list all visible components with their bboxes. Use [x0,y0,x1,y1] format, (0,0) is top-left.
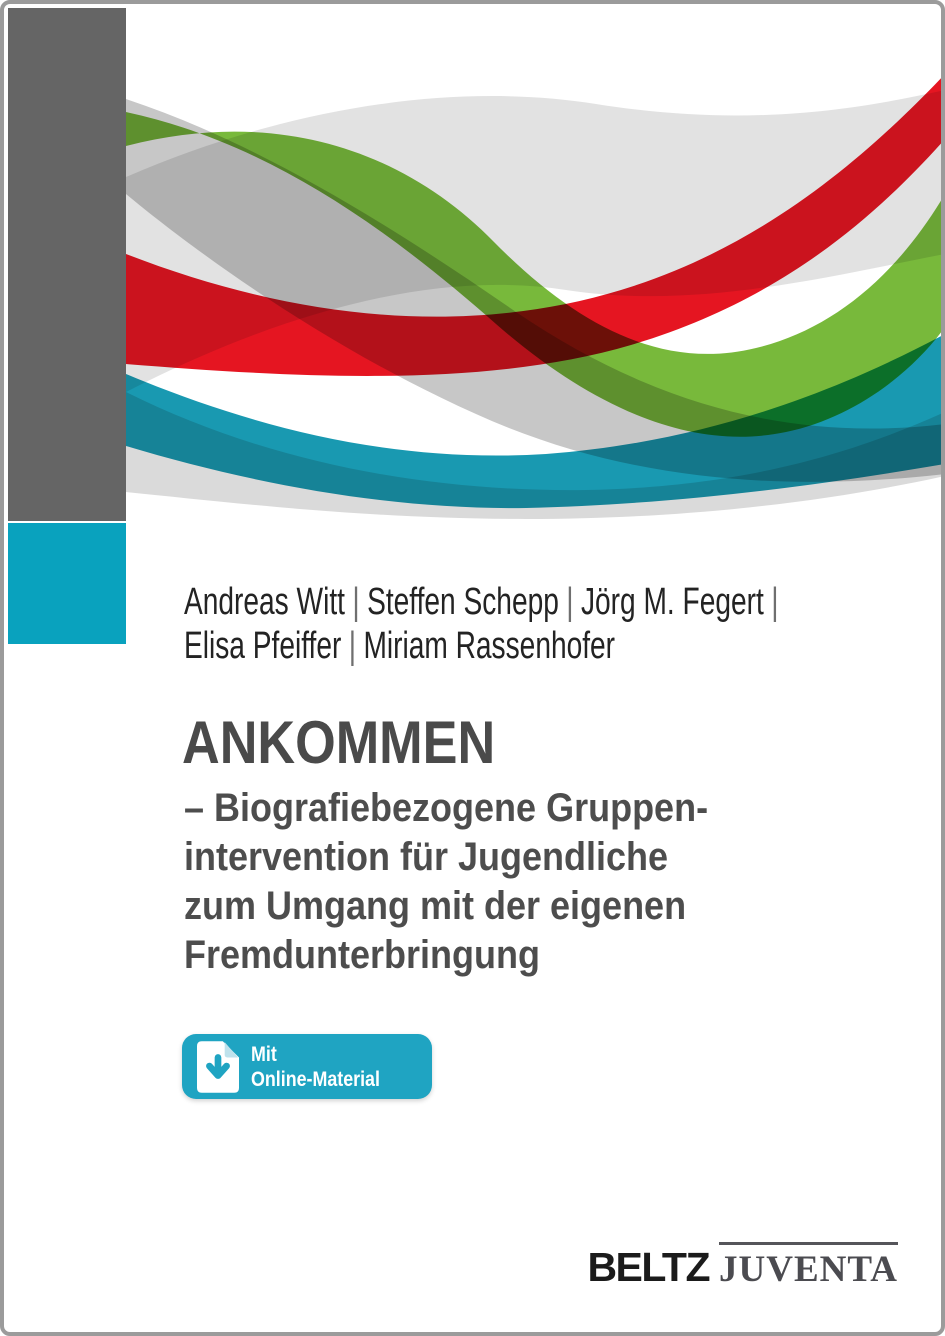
book-subtitle [184,784,766,980]
author-separator: | [348,625,357,667]
badge-label [251,1042,380,1092]
left-sidebar-bar [8,8,126,521]
author-name: Andreas Witt [184,581,345,623]
author-line-1 [184,580,786,624]
author-name: Steffen Schepp [367,581,559,623]
author-separator: | [566,581,574,623]
subtitle-line: Fremdunterbringung [184,933,540,977]
author-separator: | [771,581,779,623]
author-name: Jörg M. Fegert [580,581,764,623]
badge-label-line1: Mit [251,1042,277,1066]
subtitle-line: intervention für Jugendliche [184,835,669,879]
wave-ribbons-artwork [126,62,945,521]
subtitle-line: – Biografiebezogene Gruppen- [184,786,709,830]
author-name: Elisa Pfeiffer [184,625,342,667]
download-document-icon [197,1041,239,1093]
publisher-wordmark-beltz: BELTZ [587,1244,709,1290]
author-separator: | [352,581,360,623]
badge-label-line2: Online-Material [251,1067,380,1091]
author-names [184,580,945,668]
publisher-wordmark-juventa: JUVENTA [719,1242,898,1291]
teal-accent-square [8,523,126,644]
author-name: Miriam Rassenhofer [363,625,616,667]
author-line-2 [184,624,786,668]
online-material-badge [182,1034,432,1099]
book-title: ANKOMMEN [182,709,496,776]
subtitle-line: zum Umgang mit der eigenen [184,884,687,928]
publisher-logo [587,1242,898,1291]
